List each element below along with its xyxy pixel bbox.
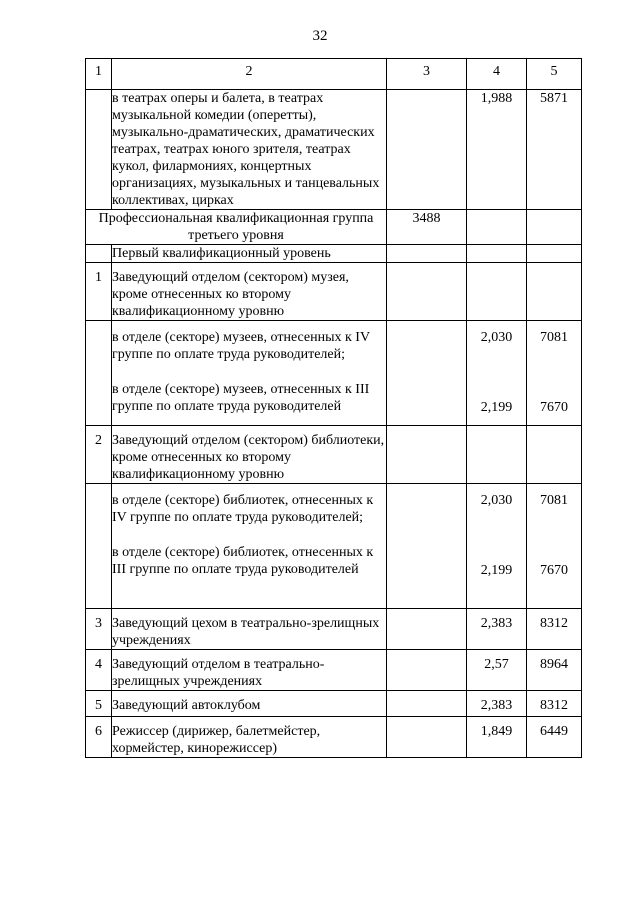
base-salary-cell: [387, 426, 467, 484]
row-number-cell: 2: [86, 426, 112, 484]
base-salary-cell: [387, 321, 467, 426]
coefficient-cell: 2,57: [467, 650, 527, 691]
header-col-5: 5: [527, 59, 582, 90]
header-col-1: 1: [86, 59, 112, 90]
row-number-cell: [86, 90, 112, 210]
group-base-salary: 3488: [387, 210, 467, 245]
position-subitems-cell: [112, 484, 387, 609]
subitem-name: в отделе (секторе) музеев, отнесенных к III группе по оплате труда руководителей: [112, 382, 370, 414]
table-header-row: [86, 59, 582, 90]
position-name-cell: в театрах оперы и балета, в театрах музыкальной комедии (оперетты), музыкально-драматических, драматических театрах, театрах юного зрителя, театрах кукол, филармониях, концертных организациях, музыкальных и танцевальных коллективах, цирках: [112, 90, 387, 210]
coefficient-cell: [467, 263, 527, 321]
coefficient-cell: [467, 426, 527, 484]
table-row: [86, 650, 582, 691]
base-salary-cell: [387, 650, 467, 691]
salary-cell: [527, 426, 582, 484]
table-row: [86, 263, 582, 321]
salary-cell: [527, 210, 582, 245]
page-number: 32: [312, 28, 328, 44]
row-number-cell: 4: [86, 650, 112, 691]
salary-cell: [527, 321, 582, 426]
subitem-coefficient: 2,030: [480, 493, 513, 508]
row-number-cell: 3: [86, 609, 112, 650]
subitem-salary: 7081: [540, 330, 568, 345]
table-row: [86, 609, 582, 650]
subitem-coefficient: 2,199: [480, 563, 513, 578]
base-salary-cell: [387, 717, 467, 758]
coefficient-cell: 1,849: [467, 717, 527, 758]
position-name-cell: Заведующий отделом (сектором) библиотеки, кроме отнесенных ко второму квалификационному уровню: [112, 426, 387, 484]
base-salary-cell: [387, 245, 467, 263]
salary-cell: 8964: [527, 650, 582, 691]
header-col-3: 3: [387, 59, 467, 90]
subitem-salary: 7670: [540, 563, 568, 578]
base-salary-cell: [387, 263, 467, 321]
subitem-name: в отделе (секторе) музеев, отнесенных к IV группе по оплате труда руководителей;: [112, 330, 370, 362]
row-number-cell: 1: [86, 263, 112, 321]
coefficient-cell: 2,383: [467, 609, 527, 650]
salary-table: [85, 58, 582, 758]
group-title: Профессиональная квалификационная группа третьего уровня: [86, 210, 387, 245]
table-row: [86, 484, 582, 609]
base-salary-cell: [387, 691, 467, 717]
table-row: [86, 691, 582, 717]
row-number-cell: [86, 321, 112, 426]
coefficient-cell: [467, 321, 527, 426]
table-row: [86, 717, 582, 758]
salary-cell: 8312: [527, 609, 582, 650]
row-number-cell: 5: [86, 691, 112, 717]
salary-cell: [527, 263, 582, 321]
subitem-name: в отделе (секторе) библиотек, отнесенных к III группе по оплате труда руководителей: [112, 545, 374, 577]
position-name-cell: Режиссер (дирижер, балетмейстер, хормейстер, кинорежиссер): [112, 717, 387, 758]
salary-cell: 5871: [527, 90, 582, 210]
salary-cell: 6449: [527, 717, 582, 758]
base-salary-cell: [387, 90, 467, 210]
base-salary-cell: [387, 609, 467, 650]
table-row: [86, 426, 582, 484]
position-subitems-cell: [112, 321, 387, 426]
coefficient-cell: [467, 484, 527, 609]
level-title: Первый квалификационный уровень: [112, 245, 387, 263]
coefficient-cell: 2,383: [467, 691, 527, 717]
row-number-cell: [86, 245, 112, 263]
row-number-cell: [86, 484, 112, 609]
coefficient-cell: [467, 210, 527, 245]
salary-cell: 8312: [527, 691, 582, 717]
subitem-salary: 7081: [540, 493, 568, 508]
position-name-cell: Заведующий автоклубом: [112, 691, 387, 717]
subitem-salary: 7670: [540, 400, 568, 415]
position-name-cell: Заведующий отделом в театрально-зрелищных учреждениях: [112, 650, 387, 691]
salary-cell: [527, 245, 582, 263]
table-row: [86, 321, 582, 426]
header-col-2: 2: [112, 59, 387, 90]
salary-cell: [527, 484, 582, 609]
coefficient-cell: 1,988: [467, 90, 527, 210]
subitem-coefficient: 2,199: [480, 400, 513, 415]
header-col-4: 4: [467, 59, 527, 90]
subitem-name: в отделе (секторе) библиотек, отнесенных к IV группе по оплате труда руководителей;: [112, 493, 374, 525]
position-name-cell: Заведующий отделом (сектором) музея, кроме отнесенных ко второму квалификационному уровню: [112, 263, 387, 321]
base-salary-cell: [387, 484, 467, 609]
table-row: [86, 90, 582, 210]
group-row: [86, 210, 582, 245]
subitem-coefficient: 2,030: [480, 330, 513, 345]
coefficient-cell: [467, 245, 527, 263]
position-name-cell: Заведующий цехом в театрально-зрелищных учреждениях: [112, 609, 387, 650]
row-number-cell: 6: [86, 717, 112, 758]
level-row: [86, 245, 582, 263]
